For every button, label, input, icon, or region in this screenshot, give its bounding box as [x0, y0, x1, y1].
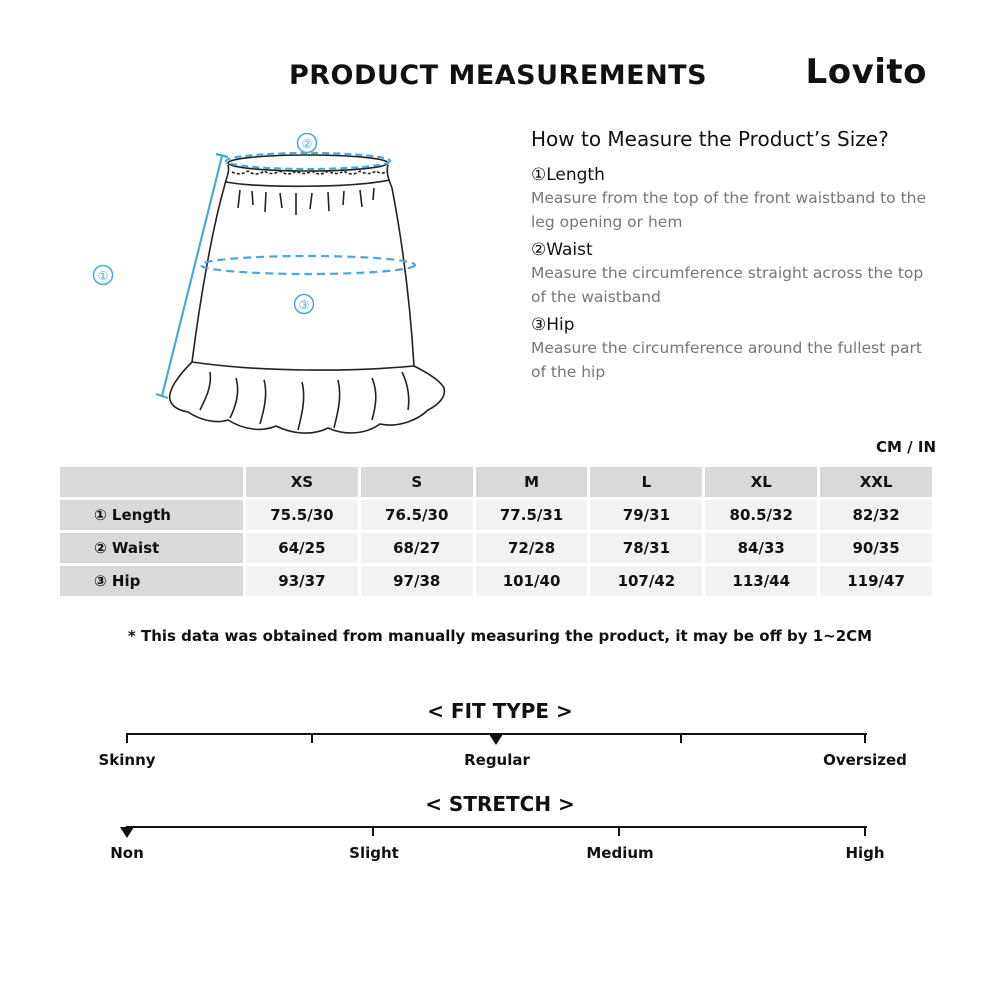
fit-type-tick [126, 733, 128, 743]
table-cell: 72/28 [476, 533, 588, 563]
unit-label: CM / IN [876, 438, 936, 456]
table-cell: 107/42 [590, 566, 702, 596]
table-cell: 79/31 [590, 500, 702, 530]
table-cell: 119/47 [820, 566, 932, 596]
stretch-scale-line [127, 826, 867, 828]
row-header: ② Waist [60, 533, 243, 563]
waist-marker-label: ② [301, 137, 313, 151]
table-cell: 82/32 [820, 500, 932, 530]
table-cell: 64/25 [246, 533, 358, 563]
stretch-label-slight: Slight [349, 844, 399, 862]
hip-marker-label: ③ [298, 298, 310, 312]
how-to-measure-panel [531, 127, 931, 389]
column-header: XL [705, 467, 817, 497]
skirt-diagram [85, 125, 455, 455]
table-row [60, 566, 932, 596]
length-description: Measure from the top of the front waistband to the leg opening or hem [531, 189, 927, 231]
fit-type-label-skinny: Skinny [98, 751, 156, 769]
table-cell: 113/44 [705, 566, 817, 596]
table-cell: 76.5/30 [361, 500, 473, 530]
row-header: ① Length [60, 500, 243, 530]
fit-type-tick [680, 733, 682, 743]
measurement-footnote: * This data was obtained from manually measuring the product, it may be off by 1~2CM [127, 627, 873, 645]
row-header: ③ Hip [60, 566, 243, 596]
waist-title: ②Waist [531, 240, 593, 260]
waist-description: Measure the circumference straight across the top of the waistband [531, 264, 924, 306]
hip-title: ③Hip [531, 315, 575, 335]
stretch-tick [372, 826, 374, 836]
table-corner-cell [60, 467, 243, 497]
size-table [57, 464, 935, 599]
table-row [60, 500, 932, 530]
table-cell: 80.5/32 [705, 500, 817, 530]
fit-type-label-oversized: Oversized [823, 751, 907, 769]
table-header-row [60, 467, 932, 497]
table-cell: 84/33 [705, 533, 817, 563]
length-title: ①Length [531, 165, 605, 185]
stretch-tick [618, 826, 620, 836]
fit-type-title: < FIT TYPE > [427, 699, 573, 723]
hip-measure-line [201, 256, 415, 274]
page-title: PRODUCT MEASUREMENTS [288, 60, 708, 91]
stretch-tick [864, 826, 866, 836]
fit-type-tick [864, 733, 866, 743]
length-marker-label: ① [97, 269, 109, 283]
table-cell: 77.5/31 [476, 500, 588, 530]
stretch-label-non: Non [110, 844, 144, 862]
stretch-label-high: High [845, 844, 885, 862]
fit-type-label-regular: Regular [464, 751, 530, 769]
table-cell: 78/31 [590, 533, 702, 563]
brand-logo: Lovito [805, 52, 927, 92]
hip-description: Measure the circumference around the fullest part of the hip [531, 339, 922, 381]
table-cell: 101/40 [476, 566, 588, 596]
table-cell: 90/35 [820, 533, 932, 563]
stretch-title: < STRETCH > [425, 792, 575, 816]
column-header: L [590, 467, 702, 497]
how-to-measure-heading: How to Measure the Product’s Size? [531, 127, 889, 151]
table-cell: 97/38 [361, 566, 473, 596]
measure-lines [156, 153, 415, 398]
fit-type-selected-marker [489, 734, 503, 745]
column-header: S [361, 467, 473, 497]
table-cell: 93/37 [246, 566, 358, 596]
stretch-label-medium: Medium [586, 844, 654, 862]
table-cell: 75.5/30 [246, 500, 358, 530]
column-header: XS [246, 467, 358, 497]
column-header: M [476, 467, 588, 497]
stretch-selected-marker [120, 827, 134, 838]
column-header: XXL [820, 467, 932, 497]
table-cell: 68/27 [361, 533, 473, 563]
fit-type-tick [311, 733, 313, 743]
table-row [60, 533, 932, 563]
